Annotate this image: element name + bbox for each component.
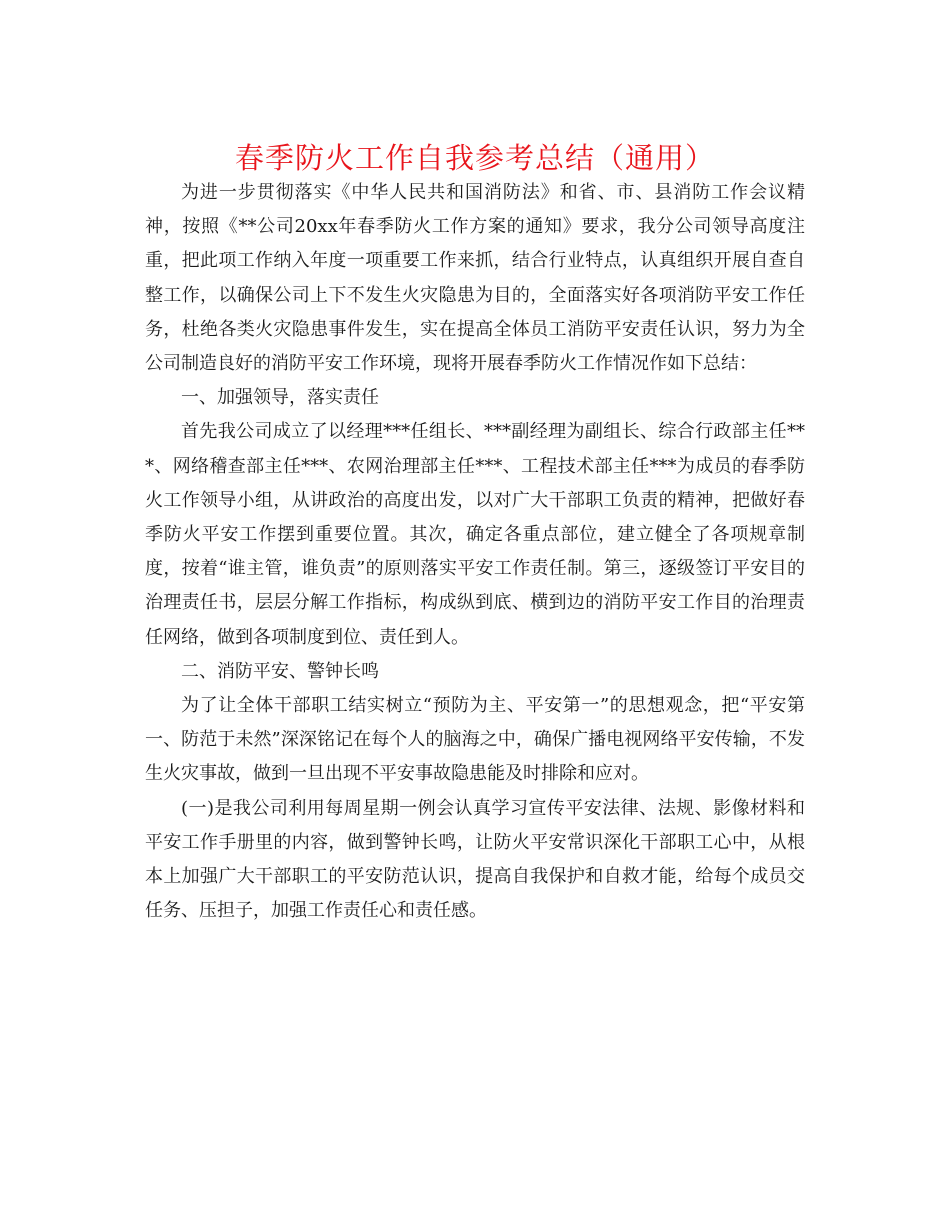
document-body — [145, 176, 805, 928]
document-title: 春季防火工作自我参考总结（通用） — [234, 141, 715, 175]
section-heading-1: 一、加强领导，落实责任 — [181, 387, 379, 409]
paragraph-leadership: 首先我公司成立了以经理***任组长、***副经理为副组长、综合行政部主任***、网络稽查部主任***、农网治理部主任***、工程技术部主任***为成员的春季防火工作领导小组，从讲政治的高度出发，以对广大干部职工负责的精神，把做好春季防火平安工作摆到重要位置。其次，确定各重点部位，建立健全了各项规章制度，按着“谁主管，谁负责”的原则落实平安工作责任制。第三，逐级签订平安目的治理责任书，层层分解工作指标，构成纵到底、横到边的消防平安工作目的治理责任网络，做到各项制度到位、责任到人。 — [145, 421, 805, 648]
paragraph-weekly-study: (一)是我公司利用每周星期一例会认真学习宣传平安法律、法规、影像材料和平安工作手册里的内容，做到警钟长鸣，让防火平安常识深化干部职工心中，从根本上加强广大干部职工的平安防范认识，提高自我保护和自救才能，给每个成员交任务、压担子，加强工作责任心和责任感。 — [145, 797, 805, 922]
section-heading-2: 二、消防平安、警钟长鸣 — [181, 660, 379, 682]
paragraph-intro: 为进一步贯彻落实《中华人民共和国消防法》和省、市、县消防工作会议精神，按照《**公司20xx年春季防火工作方案的通知》要求，我分公司领导高度注重，把此项工作纳入年度一项重要工作来抓，结合行业特点，认真组织开展自查自整工作，以确保公司上下不发生火灾隐患为目的，全面落实好各项消防平安工作任务，杜绝各类火灾隐患事件发生，实在提高全体员工消防平安责任认识，努力为全公司制造良好的消防平安工作环境，现将开展春季防火工作情况作如下总结： — [145, 182, 805, 375]
paragraph-safety-awareness: 为了让全体干部职工结实树立“预防为主、平安第一”的思想观念，把“平安第一、防范于未然”深深铭记在每个人的脑海之中，确保广播电视网络平安传输，不发生火灾事故，做到一旦出现不平安事故隐患能及时排除和应对。 — [145, 695, 805, 785]
